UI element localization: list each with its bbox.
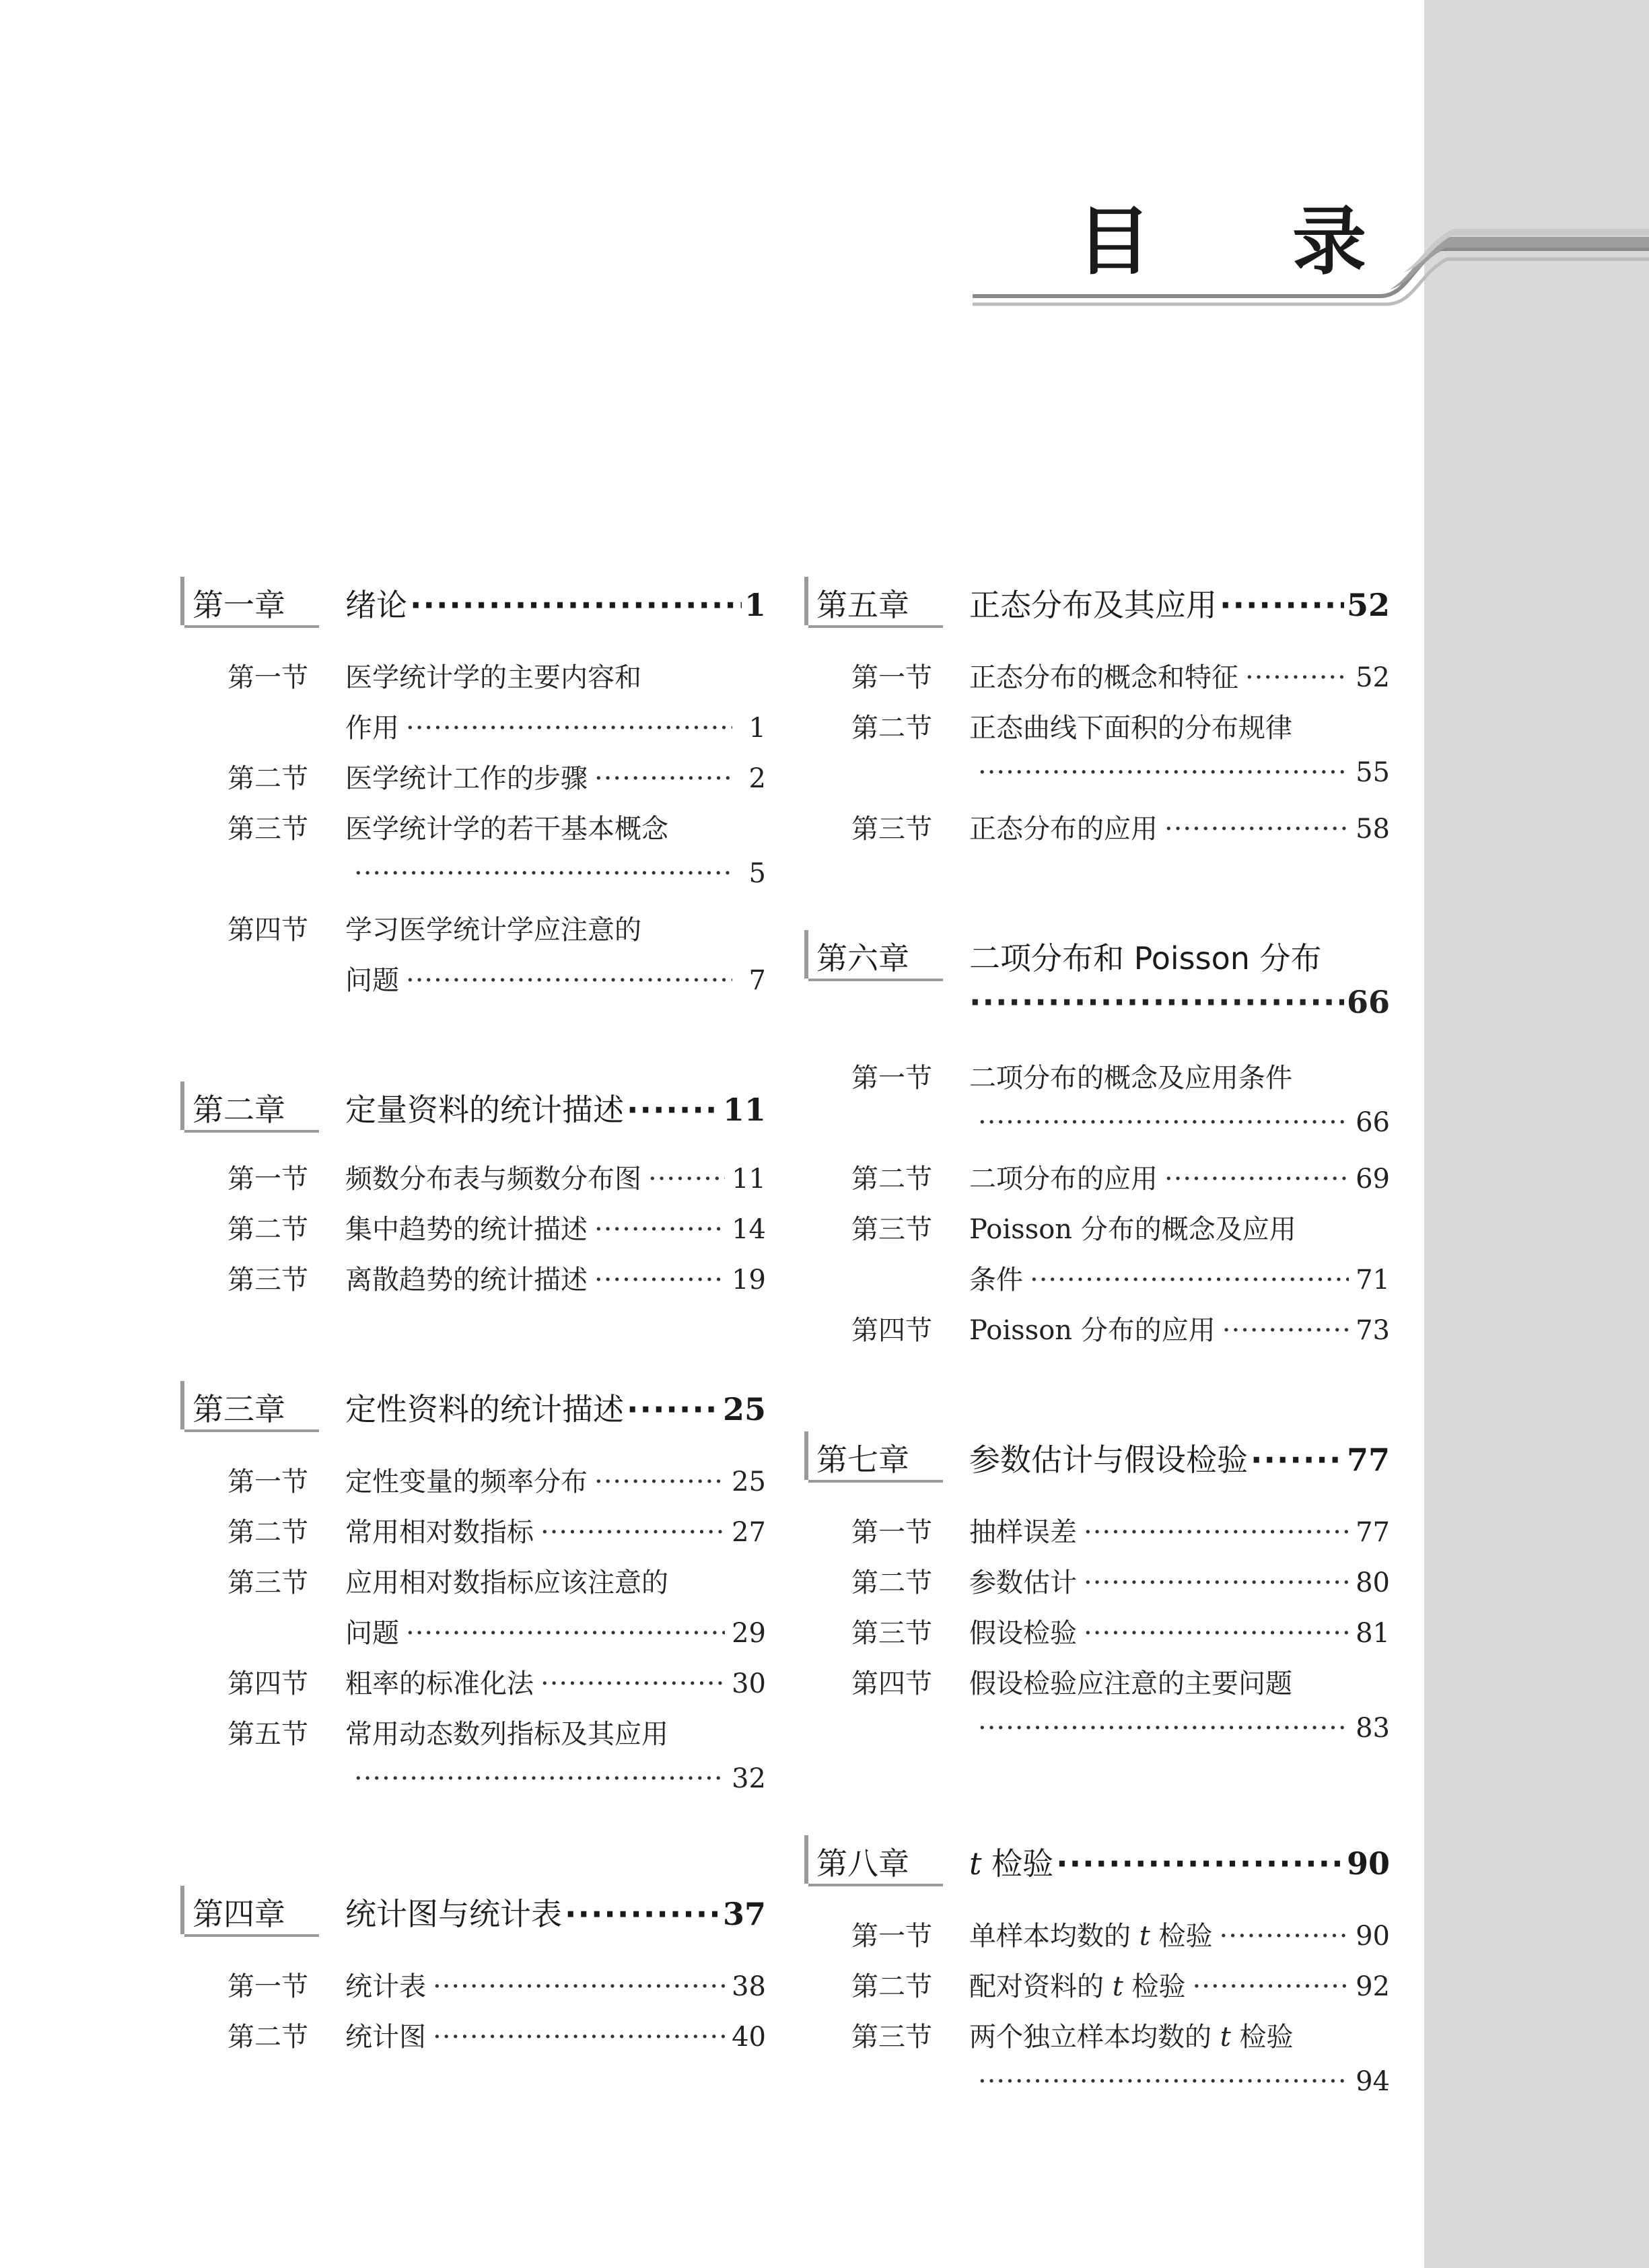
- chapter-title-italic: t: [969, 1845, 982, 1882]
- section-entry[interactable]: [804, 2016, 1390, 2097]
- section-label: 第一节: [851, 1063, 932, 1094]
- section-title-line: [969, 1511, 1390, 1549]
- section-title-line: [969, 1309, 1390, 1347]
- chapter-page-number: 66: [1346, 984, 1390, 1020]
- section-title-text: 正态分布的应用: [969, 814, 1158, 845]
- chapter-marker-bar: [180, 1381, 184, 1429]
- section-title-line: [969, 656, 1390, 695]
- section-title: [969, 1612, 1077, 1650]
- section-label: 第二节: [227, 2022, 308, 2053]
- leader-dots: [594, 1265, 725, 1296]
- section-label: 第三节: [227, 814, 308, 845]
- section-page-number: 32: [732, 1763, 766, 1794]
- leader-dots: [1084, 1567, 1349, 1598]
- section-title: [345, 656, 641, 695]
- section-title: [345, 1965, 426, 2004]
- section-title-line: [345, 2016, 766, 2054]
- section-title: [969, 1511, 1077, 1549]
- section-title: [345, 1158, 641, 1196]
- section-entry[interactable]: [804, 1511, 1390, 1558]
- section-title-continuation: [978, 1107, 1390, 1138]
- chapter-number: 第五章: [816, 587, 909, 623]
- section-entry[interactable]: [804, 1309, 1390, 1356]
- section-title: [969, 1965, 1186, 2004]
- section-title-text: 抽样误差: [969, 1517, 1077, 1548]
- section-page-number: 52: [1356, 662, 1390, 693]
- section-title-line: [345, 1511, 766, 1549]
- chapter-number: 第三章: [192, 1391, 285, 1427]
- section-title: [969, 1561, 1077, 1600]
- section-title-continuation: [345, 707, 766, 745]
- section-entry[interactable]: [804, 1158, 1390, 1205]
- section-title-text: 二项分布的概念及应用条件: [969, 1063, 1292, 1094]
- section-entry[interactable]: [180, 1158, 766, 1205]
- chapter-marker-bar: [180, 1886, 184, 1934]
- title-char-1: 目: [1077, 199, 1151, 285]
- section-title-line: [969, 1915, 1390, 1953]
- section-entry[interactable]: [804, 656, 1390, 703]
- chapter-title-line: [969, 1839, 1390, 1884]
- section-entry[interactable]: [180, 1259, 766, 1306]
- section-label: 第二节: [227, 1214, 308, 1245]
- section-title-text: Poisson 分布的应用: [969, 1315, 1216, 1346]
- chapter-page-number: 52: [1346, 587, 1390, 623]
- section-title-line: [345, 1460, 766, 1499]
- section-title: [345, 808, 668, 846]
- section-label: 第二节: [851, 1164, 932, 1195]
- section-label: 第一节: [851, 1517, 932, 1548]
- section-title-continuation: [978, 1713, 1390, 1744]
- chapter-number: 第一章: [192, 587, 285, 623]
- leader-dots: [969, 984, 1344, 1020]
- chapter-marker-underline: [184, 1429, 319, 1432]
- section-title-line: [969, 2016, 1390, 2054]
- page-edge-sidebar: [1424, 0, 1649, 2268]
- section-title-line: [345, 1713, 766, 1751]
- section-entry[interactable]: [180, 1460, 766, 1508]
- section-title-prefix: 配对资料的: [969, 1971, 1113, 2002]
- leader-dots: [594, 1214, 725, 1245]
- section-entry[interactable]: [804, 1208, 1390, 1296]
- leader-dots: [540, 1668, 725, 1699]
- chapter-heading[interactable]: [804, 575, 1390, 629]
- leader-dots: [594, 763, 732, 794]
- section-title-text: 学习医学统计学应注意的: [345, 915, 641, 946]
- section-title: [969, 1915, 1213, 1953]
- section-title: [969, 1309, 1216, 1347]
- section-label: 第四节: [851, 1668, 932, 1699]
- section-title-prefix: 两个独立样本均数的: [969, 2022, 1220, 2053]
- chapter-heading[interactable]: [804, 1430, 1390, 1484]
- section-title-text: 粗率的标准化法: [345, 1668, 534, 1699]
- chapter-marker-bar: [804, 930, 808, 979]
- section-title-line: [969, 1208, 1390, 1246]
- section-title-continuation: [978, 757, 1390, 788]
- section-title: [345, 1460, 588, 1499]
- chapter-title-line: [969, 1436, 1390, 1480]
- section-title-text: 检验: [1230, 2022, 1294, 2053]
- section-page-number: 83: [1356, 1713, 1390, 1744]
- chapter-title: [969, 581, 1217, 625]
- section-page-number: 38: [732, 1971, 766, 2002]
- leader-dots: [1164, 814, 1349, 845]
- section-entry[interactable]: [180, 1965, 766, 2012]
- section-title-line: [345, 909, 766, 947]
- chapter-title: [345, 1890, 562, 1934]
- chapter-title-line: [345, 1086, 766, 1130]
- section-title-continuation: [354, 858, 766, 889]
- section-title-prefix: 单样本均数的: [969, 1921, 1139, 1952]
- section-page-number: 25: [732, 1466, 766, 1497]
- section-title-cont: 问题: [345, 1618, 399, 1649]
- section-title: [969, 1057, 1292, 1095]
- leader-dots: [540, 1517, 725, 1548]
- chapter-title-line: [969, 581, 1390, 625]
- chapter-page-number: 11: [722, 1092, 766, 1128]
- section-title-line: [345, 1208, 766, 1246]
- section-page-number: 11: [732, 1164, 766, 1195]
- section-title-text: 常用相对数指标: [345, 1517, 534, 1548]
- section-entry[interactable]: [804, 1662, 1390, 1744]
- title-swoosh-decoration: [0, 0, 1649, 336]
- leader-dots: [1245, 662, 1349, 693]
- section-title-text: 假设检验: [969, 1618, 1077, 1649]
- chapter-number: 第六章: [816, 940, 909, 977]
- section-entry[interactable]: [804, 1561, 1390, 1608]
- section-title-text: 定性变量的频率分布: [345, 1466, 588, 1497]
- section-title: [969, 1662, 1292, 1701]
- section-page-number: 77: [1356, 1517, 1390, 1548]
- section-title-text: 正态分布的概念和特征: [969, 662, 1238, 693]
- section-title: [345, 1259, 588, 1297]
- chapter-number: 第二章: [192, 1092, 285, 1128]
- leader-dots: [406, 965, 732, 996]
- section-title-continuation: [345, 1612, 766, 1650]
- chapter-page-number: 1: [744, 587, 766, 623]
- chapter-marker-bar: [804, 1835, 808, 1884]
- section-title: [345, 1511, 534, 1549]
- chapter-marker-bar: [180, 577, 184, 625]
- section-title-text: 医学统计工作的步骤: [345, 763, 588, 794]
- chapter-title: [345, 1385, 624, 1429]
- chapter-title-line: [345, 581, 766, 625]
- page-title: [1077, 188, 1366, 283]
- leader-dots: [978, 1107, 1349, 1138]
- section-page-number: 80: [1356, 1567, 1390, 1598]
- section-page-number: 73: [1356, 1315, 1390, 1346]
- section-title-line: [345, 656, 766, 695]
- section-title: [345, 1713, 668, 1751]
- leader-dots: [594, 1466, 725, 1497]
- chapter-marker-underline: [808, 625, 943, 628]
- section-page-number: 94: [1356, 2066, 1390, 2097]
- leader-dots: [354, 858, 732, 889]
- section-title: [345, 1561, 668, 1600]
- chapter-number: 第四章: [192, 1896, 285, 1932]
- section-label: 第一节: [227, 662, 308, 693]
- section-title-line: [969, 1561, 1390, 1600]
- chapter-title-line: [969, 934, 1390, 979]
- section-label: 第一节: [227, 1466, 308, 1497]
- leader-dots: [1193, 1971, 1349, 2002]
- section-title-line: [345, 1662, 766, 1701]
- section-page-number: 58: [1356, 814, 1390, 845]
- section-entry[interactable]: [180, 2016, 766, 2063]
- leader-dots: [1056, 1845, 1344, 1882]
- section-title-line: [345, 1158, 766, 1196]
- section-label: 第二节: [851, 1971, 932, 2002]
- section-page-number: 7: [748, 965, 766, 996]
- section-title-text: 二项分布的应用: [969, 1164, 1158, 1195]
- section-label: 第三节: [851, 814, 932, 845]
- section-title: [969, 1158, 1158, 1196]
- section-entry[interactable]: [180, 1561, 766, 1649]
- section-entry[interactable]: [804, 1057, 1390, 1138]
- section-label: 第四节: [227, 1668, 308, 1699]
- section-label: 第二节: [227, 763, 308, 794]
- section-entry[interactable]: [804, 1915, 1390, 1962]
- chapter-title-text: 参数估计与假设检验: [969, 1442, 1248, 1478]
- section-title: [345, 909, 641, 947]
- leader-dots: [1251, 1442, 1344, 1478]
- section-title-line: [969, 707, 1390, 745]
- section-page-number: 30: [732, 1668, 766, 1699]
- section-title-line: [969, 1965, 1390, 2004]
- section-title-text: 正态曲线下面积的分布规律: [969, 713, 1292, 744]
- section-label: 第一节: [227, 1164, 308, 1195]
- section-entry[interactable]: [180, 656, 766, 744]
- section-title-text: 假设检验应注意的主要问题: [969, 1668, 1292, 1699]
- section-title: [969, 808, 1158, 846]
- chapter-marker-bar: [180, 1082, 184, 1130]
- section-label: 第二节: [851, 1567, 932, 1598]
- title-char-2: 录: [1292, 199, 1366, 285]
- section-page-number: 69: [1356, 1164, 1390, 1195]
- leader-dots: [1164, 1164, 1349, 1195]
- section-title-text: 常用动态数列指标及其应用: [345, 1719, 668, 1750]
- chapter-heading[interactable]: [180, 1380, 766, 1433]
- section-entry[interactable]: [804, 707, 1390, 788]
- leader-dots: [1220, 1921, 1349, 1952]
- chapter-marker-underline: [808, 979, 943, 981]
- chapter-marker-underline: [184, 1934, 319, 1937]
- section-label: 第五节: [227, 1719, 308, 1750]
- section-title-italic: t: [1139, 1921, 1150, 1952]
- section-label: 第三节: [851, 2022, 932, 2053]
- chapter-title: [345, 1086, 624, 1130]
- section-entry[interactable]: [180, 808, 766, 889]
- section-title-line: [345, 757, 766, 795]
- section-page-number: 81: [1356, 1618, 1390, 1649]
- leader-dots: [627, 1391, 720, 1427]
- section-title-continuation: [354, 1763, 766, 1794]
- section-label: 第四节: [851, 1315, 932, 1346]
- chapter-marker-underline: [184, 1130, 319, 1133]
- section-title-italic: t: [1220, 2022, 1231, 2053]
- section-title-text: 应用相对数指标应该注意的: [345, 1567, 668, 1598]
- leader-dots: [1030, 1265, 1349, 1296]
- chapter-page-number: 90: [1346, 1845, 1390, 1882]
- leader-dots: [978, 1713, 1349, 1744]
- chapter-title: [969, 934, 1322, 979]
- leader-dots: [354, 1763, 725, 1794]
- section-title-line: [345, 1965, 766, 2004]
- section-title: [345, 2016, 426, 2054]
- section-page-number: 92: [1356, 1971, 1390, 2002]
- section-label: 第三节: [851, 1214, 932, 1245]
- chapter-number: 第七章: [816, 1442, 909, 1478]
- leader-dots: [406, 713, 732, 744]
- chapter-title: [969, 1839, 1053, 1884]
- section-label: 第三节: [851, 1618, 932, 1649]
- section-title-text: 离散趋势的统计描述: [345, 1265, 588, 1296]
- chapter-marker-underline: [184, 625, 319, 628]
- section-entry[interactable]: [180, 1662, 766, 1709]
- section-page-number: 5: [748, 858, 766, 889]
- section-title-text: 参数估计: [969, 1567, 1077, 1598]
- chapter-title-line: [345, 1385, 766, 1429]
- leader-dots: [627, 1092, 720, 1128]
- section-page-number: 19: [732, 1265, 766, 1296]
- section-title-line: [969, 1662, 1390, 1701]
- chapter-title-text: 绪论: [345, 587, 407, 623]
- section-label: 第一节: [851, 1921, 932, 1952]
- section-title-cont: 条件: [969, 1265, 1023, 1296]
- section-title: [345, 757, 588, 795]
- section-title: [345, 1208, 588, 1246]
- section-title-continuation: [969, 1259, 1390, 1297]
- section-entry[interactable]: [180, 909, 766, 996]
- section-page-number: 27: [732, 1517, 766, 1548]
- section-title-text: 医学统计学的若干基本概念: [345, 814, 668, 845]
- section-title-text: 医学统计学的主要内容和: [345, 662, 641, 693]
- section-page-number: 1: [748, 713, 766, 744]
- section-title-line: [969, 1612, 1390, 1650]
- section-title-italic: t: [1112, 1971, 1123, 2002]
- leader-dots: [1084, 1618, 1349, 1649]
- chapter-marker-underline: [808, 1480, 943, 1483]
- section-title: [969, 656, 1238, 695]
- section-title: [969, 707, 1292, 745]
- section-label: 第四节: [227, 915, 308, 946]
- section-label: 第一节: [851, 662, 932, 693]
- chapter-page-number: 37: [722, 1896, 766, 1932]
- section-page-number: 90: [1356, 1921, 1390, 1952]
- section-title-text: 频数分布表与频数分布图: [345, 1164, 641, 1195]
- chapter-heading[interactable]: [180, 575, 766, 629]
- chapter-heading[interactable]: [180, 1884, 766, 1938]
- section-title-line: [969, 808, 1390, 846]
- chapter-page-number: 25: [722, 1391, 766, 1427]
- section-title-line: [345, 1561, 766, 1600]
- section-page-number: 55: [1356, 757, 1390, 788]
- leader-dots: [648, 1164, 725, 1195]
- leader-dots: [565, 1896, 720, 1932]
- section-page-number: 2: [748, 763, 766, 794]
- chapter-marker-bar: [804, 1431, 808, 1480]
- leader-dots: [406, 1618, 725, 1649]
- chapter-marker-bar: [804, 577, 808, 625]
- leader-dots: [978, 757, 1349, 788]
- section-entry[interactable]: [804, 1965, 1390, 2012]
- leader-dots: [1222, 1315, 1349, 1346]
- chapter-title-text: 正态分布及其应用: [969, 587, 1217, 623]
- section-title-line: [345, 1259, 766, 1297]
- chapter-title-text: 统计图与统计表: [345, 1896, 562, 1932]
- section-title-text: 统计表: [345, 1971, 426, 2002]
- section-title: [969, 2016, 1294, 2054]
- section-label: 第三节: [227, 1567, 308, 1598]
- leader-dots: [978, 2066, 1349, 2097]
- chapter-title-text: 检验: [981, 1845, 1054, 1882]
- leader-dots: [1220, 587, 1344, 623]
- section-title-line: [345, 808, 766, 846]
- section-page-number: 40: [732, 2022, 766, 2053]
- section-entry[interactable]: [180, 757, 766, 804]
- leader-dots: [1084, 1517, 1349, 1548]
- section-page-number: 14: [732, 1214, 766, 1245]
- section-title-text: 统计图: [345, 2022, 426, 2053]
- section-title-line: [969, 1158, 1390, 1196]
- section-page-number: 29: [732, 1618, 766, 1649]
- chapter-title-continuation: [969, 984, 1390, 1020]
- leader-dots: [433, 2022, 725, 2053]
- section-title-cont: 作用: [345, 713, 399, 744]
- section-title: [969, 1208, 1296, 1246]
- section-title-text: 集中趋势的统计描述: [345, 1214, 588, 1245]
- section-title-text: Poisson 分布的概念及应用: [969, 1214, 1296, 1245]
- chapter-title-text: 定性资料的统计描述: [345, 1391, 624, 1427]
- chapter-heading[interactable]: [804, 1834, 1390, 1888]
- section-label: 第三节: [227, 1265, 308, 1296]
- chapter-heading[interactable]: [804, 929, 1390, 1020]
- section-title-continuation: [978, 2066, 1390, 2097]
- section-title-text: 检验: [1150, 1921, 1213, 1952]
- chapter-marker-underline: [808, 1884, 943, 1886]
- section-label: 第二节: [851, 713, 932, 744]
- chapter-heading[interactable]: [180, 1080, 766, 1134]
- chapter-title-line: [345, 1890, 766, 1934]
- section-title-text: 检验: [1123, 1971, 1186, 2002]
- section-entry[interactable]: [804, 1612, 1390, 1659]
- section-label: 第一节: [227, 1971, 308, 2002]
- chapter-title-text: 定量资料的统计描述: [345, 1092, 624, 1128]
- chapter-number: 第八章: [816, 1845, 909, 1882]
- section-entry[interactable]: [804, 808, 1390, 855]
- section-entry[interactable]: [180, 1511, 766, 1558]
- section-title-continuation: [345, 959, 766, 997]
- section-page-number: 66: [1356, 1107, 1390, 1138]
- section-title: [345, 1662, 534, 1701]
- section-entry[interactable]: [180, 1713, 766, 1794]
- leader-dots: [410, 587, 742, 623]
- section-title-cont: 问题: [345, 965, 399, 996]
- chapter-title: [969, 1436, 1248, 1480]
- chapter-title-text: 二项分布和 Poisson 分布: [969, 940, 1322, 977]
- section-label: 第二节: [227, 1517, 308, 1548]
- section-title-line: [969, 1057, 1390, 1095]
- chapter-title: [345, 581, 407, 625]
- chapter-page-number: 77: [1346, 1442, 1390, 1478]
- section-page-number: 71: [1356, 1265, 1390, 1296]
- section-entry[interactable]: [180, 1208, 766, 1255]
- leader-dots: [433, 1971, 725, 2002]
